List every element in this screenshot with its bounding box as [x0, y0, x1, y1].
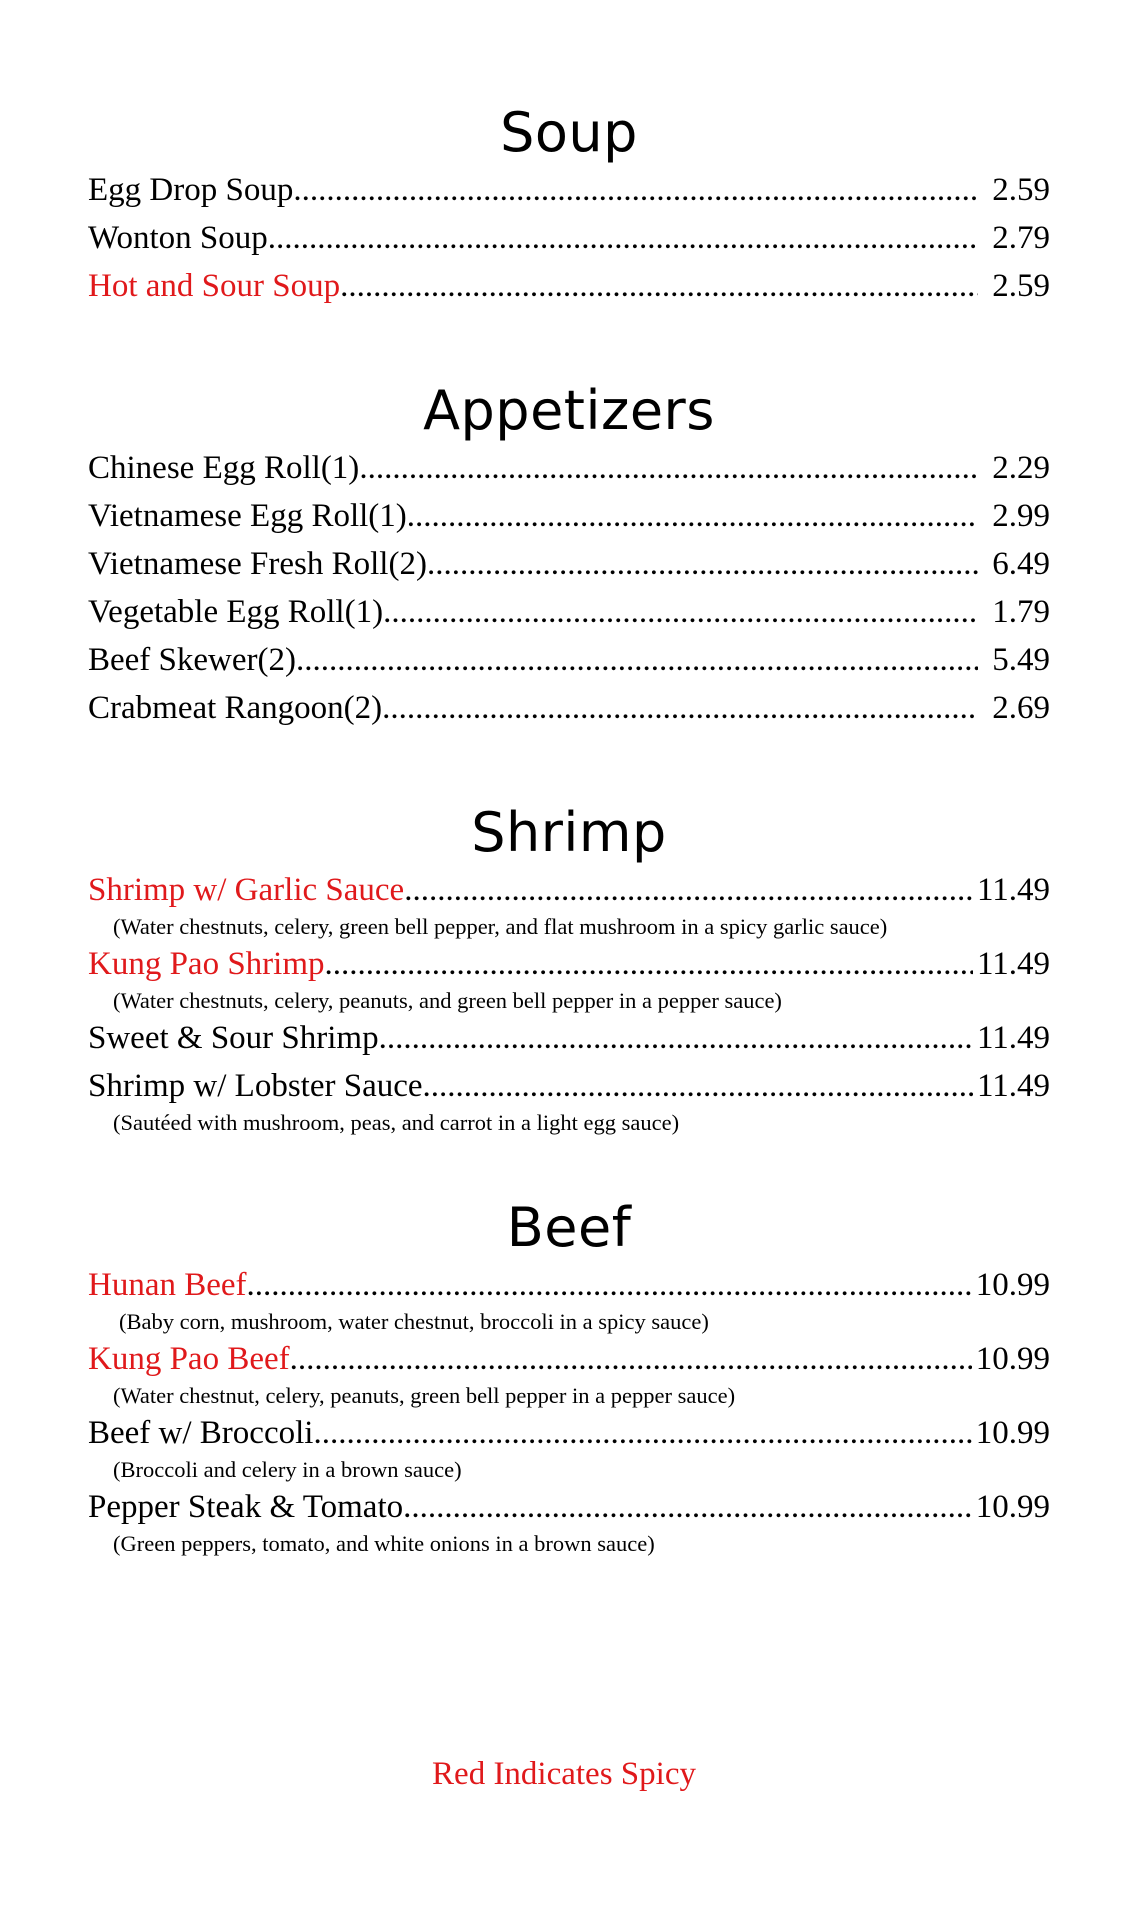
item-name: Shrimp w/ Garlic Sauce	[88, 872, 405, 908]
section-title: Beef	[506, 1196, 632, 1259]
item-name: Wonton Soup	[88, 220, 268, 256]
dot-leader	[293, 166, 978, 214]
item-description: (Baby corn, mushroom, water chestnut, broccoli in a spicy sauce)	[119, 1309, 709, 1334]
item-price: 2.59	[992, 268, 1050, 304]
section-title: Appetizers	[423, 379, 715, 442]
section-shrimp	[88, 800, 1050, 1136]
section-beef	[88, 1195, 1050, 1557]
section-title: Shrimp	[471, 801, 667, 864]
item-price: 2.29	[992, 450, 1050, 486]
item-name: Hunan Beef	[88, 1267, 247, 1303]
menu-item	[88, 166, 1050, 214]
dot-leader	[359, 444, 978, 492]
item-price: 2.69	[992, 690, 1050, 726]
dot-leader	[379, 1014, 973, 1062]
dot-leader	[325, 940, 973, 988]
menu-item	[88, 866, 1050, 940]
dot-leader	[313, 1409, 971, 1457]
item-name: Chinese Egg Roll(1)	[88, 450, 360, 486]
dot-leader	[268, 214, 978, 262]
item-description: (Water chestnuts, celery, green bell pepper, and flat mushroom in a spicy garlic sauce)	[113, 914, 888, 939]
spicy-legend-note: Red Indicates Spicy	[432, 1756, 696, 1792]
menu-item	[88, 1062, 1050, 1136]
item-price: 10.99	[975, 1341, 1050, 1377]
item-name: Beef w/ Broccoli	[88, 1415, 314, 1451]
menu-item	[88, 1335, 1050, 1409]
dot-leader	[403, 1483, 972, 1531]
item-name: Kung Pao Beef	[88, 1341, 290, 1377]
menu-item	[88, 214, 1050, 262]
item-name: Hot and Sour Soup	[88, 268, 341, 304]
item-name: Kung Pao Shrimp	[88, 946, 325, 982]
item-price: 10.99	[975, 1489, 1050, 1525]
dot-leader	[290, 1335, 972, 1383]
menu-item	[88, 262, 1050, 310]
menu-item	[88, 1483, 1050, 1557]
menu-item	[88, 1409, 1050, 1483]
item-name: Vietnamese Egg Roll(1)	[88, 498, 407, 534]
menu-item	[88, 940, 1050, 1014]
item-price: 5.49	[992, 642, 1050, 678]
item-price: 11.49	[976, 946, 1050, 982]
item-description: (Water chestnut, celery, peanuts, green bell pepper in a pepper sauce)	[113, 1383, 736, 1408]
item-name: Sweet & Sour Shrimp	[88, 1020, 379, 1056]
item-price: 11.49	[976, 1020, 1050, 1056]
dot-leader	[340, 262, 978, 310]
item-description: (Broccoli and celery in a brown sauce)	[113, 1457, 462, 1482]
menu-item	[88, 492, 1050, 540]
item-price: 10.99	[975, 1415, 1050, 1451]
menu-item	[88, 444, 1050, 492]
item-name: Vietnamese Fresh Roll(2)	[88, 546, 427, 582]
item-price: 2.99	[992, 498, 1050, 534]
item-price: 2.59	[992, 172, 1050, 208]
menu-item	[88, 540, 1050, 588]
item-description: (Green peppers, tomato, and white onions in a brown sauce)	[113, 1531, 655, 1556]
item-price: 10.99	[975, 1267, 1050, 1303]
item-name: Beef Skewer(2)	[88, 642, 296, 678]
item-name: Vegetable Egg Roll(1)	[88, 594, 384, 630]
item-price: 11.49	[976, 872, 1050, 908]
dot-leader	[382, 684, 978, 732]
dot-leader	[407, 492, 978, 540]
dot-leader	[296, 636, 978, 684]
dot-leader	[404, 866, 973, 914]
dot-leader	[427, 540, 978, 588]
section-title: Soup	[500, 101, 638, 164]
item-name: Crabmeat Rangoon(2)	[88, 690, 383, 726]
item-description: (Sautéed with mushroom, peas, and carrot in a light egg sauce)	[113, 1110, 680, 1135]
item-price: 6.49	[992, 546, 1050, 582]
item-price: 1.79	[992, 594, 1050, 630]
menu-item	[88, 1014, 1050, 1062]
menu-item	[88, 1261, 1050, 1335]
menu-item	[88, 636, 1050, 684]
section-appetizers	[88, 378, 1050, 732]
item-name: Shrimp w/ Lobster Sauce	[88, 1068, 423, 1104]
item-price: 11.49	[976, 1068, 1050, 1104]
dot-leader	[423, 1062, 973, 1110]
item-name: Egg Drop Soup	[88, 172, 294, 208]
item-description: (Water chestnuts, celery, peanuts, and green bell pepper in a pepper sauce)	[113, 988, 782, 1013]
menu-item	[88, 684, 1050, 732]
item-name: Pepper Steak & Tomato	[88, 1489, 404, 1525]
dot-leader	[383, 588, 978, 636]
dot-leader	[247, 1261, 972, 1309]
item-price: 2.79	[992, 220, 1050, 256]
menu-item	[88, 588, 1050, 636]
section-soup	[88, 100, 1050, 310]
